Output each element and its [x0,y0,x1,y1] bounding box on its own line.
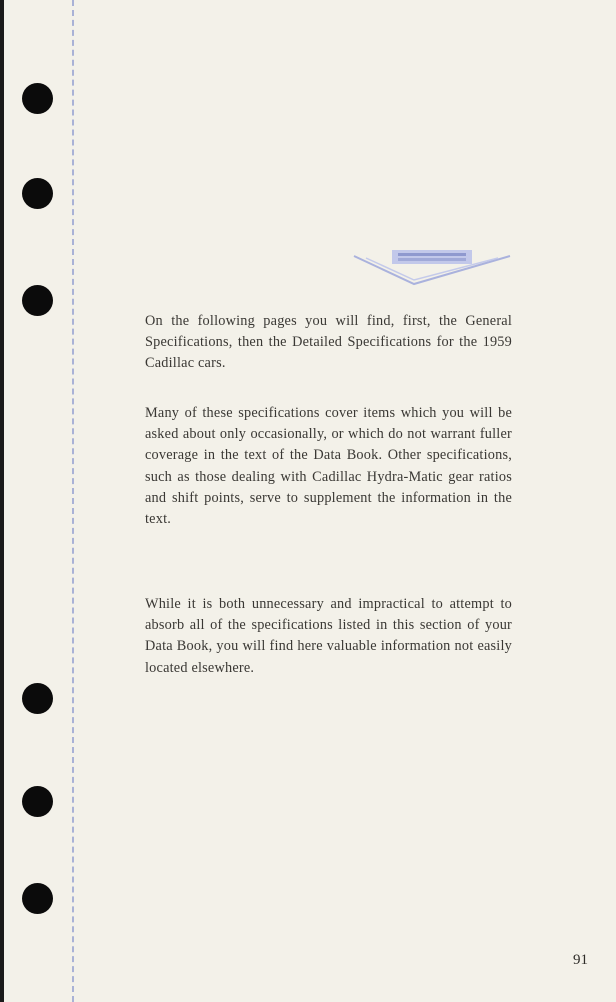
paragraph-specifications: Many of these specifications cover items which you will be asked about only occasionally, or which do not warrant fuller coverage in the text of the Data Book. Other specifications, such as those dealing with Cadillac Hydra-Matic gear ratios and shift points, serve to supplement the information in the text. [145,405,512,528]
paragraph-intro: On the following pages you will find, first, the General Specifications, then the Detailed Specifications for the 1959 Cadillac cars. [145,313,512,372]
page-edge [0,0,4,1002]
paragraph-closing: While it is both unnecessary and impractical to attempt to absorb all of the specifications listed in this section of your Data Book, you will find here valuable information not easily located elsewhere. [145,596,512,676]
perforation-line [72,0,74,1002]
binder-hole [22,285,53,316]
binder-hole [22,786,53,817]
cadillac-crest-logo [352,244,512,288]
binder-hole [22,83,53,114]
page-number: 91 [573,952,588,968]
binder-hole [22,883,53,914]
binder-hole [22,178,53,209]
binder-hole [22,683,53,714]
